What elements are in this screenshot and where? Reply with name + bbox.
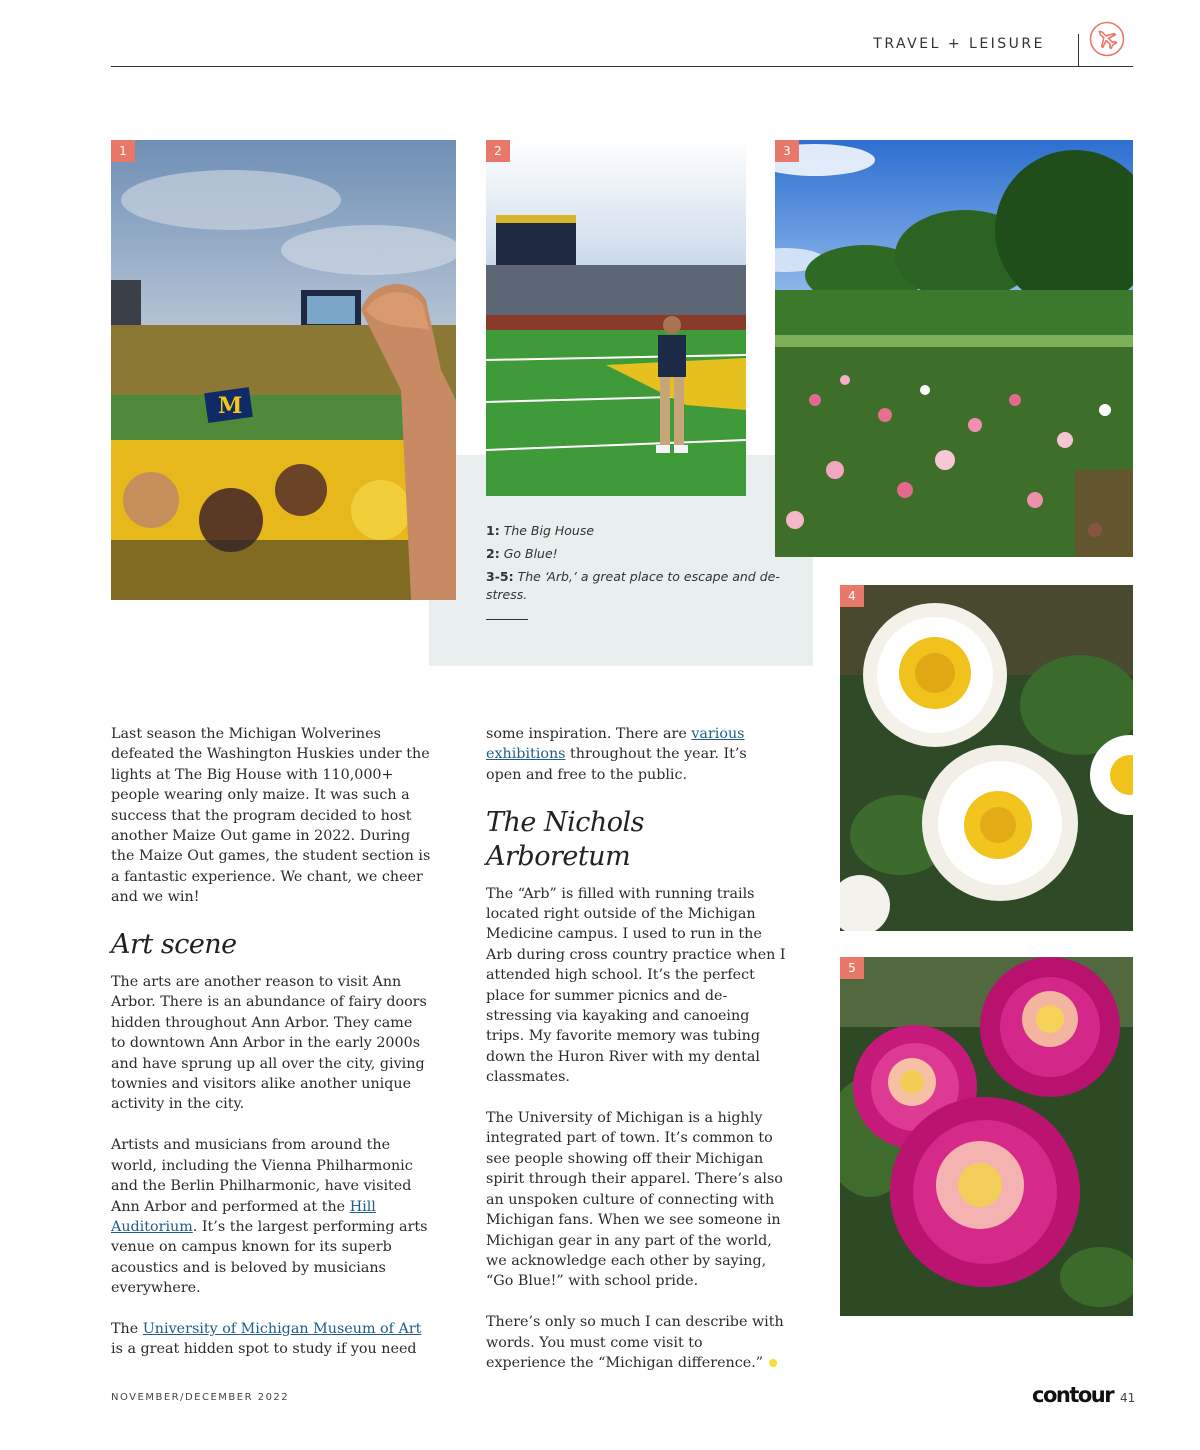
airplane-icon bbox=[1089, 21, 1125, 57]
caption-label: 2: bbox=[486, 546, 500, 561]
issue-date: NOVEMBER/DECEMBER 2022 bbox=[111, 1392, 290, 1403]
body-column-left bbox=[111, 724, 431, 1380]
heading-art-scene: Art scene bbox=[111, 929, 237, 961]
caption-text: The Big House bbox=[503, 523, 595, 538]
magazine-logo: contour bbox=[1032, 1383, 1114, 1407]
photo-number-badge: 2 bbox=[486, 140, 510, 162]
svg-text:M: M bbox=[218, 393, 243, 419]
caption-label: 3-5: bbox=[486, 569, 514, 584]
paragraph bbox=[111, 1135, 431, 1298]
paragraph: The University of Michigan is a highly integrated part of town. It’s common to see people showing off their Michigan spirit through their apparel. There’s also an unspoken culture of connecting with Michigan fans. When we see someone in Michigan gear in any part of the world, we acknowledge each other by saying, “Go Blue!” with school pride. bbox=[486, 1110, 783, 1290]
paragraph: The “Arb” is filled with running trails located right outside of the Michigan Medicine campus. I used to run in the Arb during cross country practice when I attended high school. It’s the perfect place for summer picnics and de-stressing via kayaking and canoeing trips. My favorite memory was tubing down the Huron River with my dental classmates. bbox=[486, 885, 786, 1086]
header-rule bbox=[111, 66, 1133, 67]
caption-rule bbox=[486, 619, 528, 620]
paragraph bbox=[486, 1312, 786, 1373]
caption-label: 1: bbox=[486, 523, 500, 538]
photo-white-peonies bbox=[840, 585, 1133, 931]
photo-captions bbox=[486, 522, 786, 609]
caption-text: The ‘Arb,’ a great place to escape and de-stress. bbox=[486, 569, 780, 602]
paragraph-text: The bbox=[111, 1320, 143, 1337]
photo-number-badge: 4 bbox=[840, 585, 864, 607]
photo-arboretum-garden bbox=[775, 140, 1133, 557]
paragraph-text: throughout the year. It’s open and free to the public. bbox=[486, 746, 747, 783]
paragraph-text: is a great hidden spot to study if you need bbox=[111, 1341, 417, 1358]
paragraph-text: Artists and musicians from around the world, including the Vienna Philharmonic and the Berlin Philharmonic, have visited Ann Arbor and performed at the bbox=[111, 1137, 413, 1215]
end-mark bbox=[769, 1359, 777, 1367]
page-number: 41 bbox=[1120, 1391, 1136, 1405]
photo-go-blue-field bbox=[486, 140, 746, 496]
caption-line bbox=[486, 545, 786, 563]
paragraph: The arts are another reason to visit Ann Arbor. There is an abundance of fairy doors hidden throughout Ann Arbor. They came to downtown Ann Arbor in the early 2000s and have sprung up all over the city, giving townies and visitors alike another unique activity in the city. bbox=[111, 974, 427, 1113]
various-exhibitions-link[interactable]: various exhibitions bbox=[486, 726, 745, 763]
photo-big-house-crowd bbox=[111, 140, 456, 600]
paragraph-text: There’s only so much I can describe with words. You must come visit to experience the “Michigan difference.” bbox=[486, 1314, 784, 1371]
caption-line bbox=[486, 568, 786, 604]
caption-text: Go Blue! bbox=[503, 546, 558, 561]
photo-number-badge: 5 bbox=[840, 957, 864, 979]
section-label: TRAVEL + LEISURE bbox=[873, 36, 1045, 52]
hill-auditorium-link[interactable]: Hill Auditorium bbox=[111, 1198, 376, 1235]
photo-pink-peonies bbox=[840, 957, 1133, 1316]
paragraph: Last season the Michigan Wolverines defeated the Washington Huskies under the lights at The Big House with 110,000+ people wearing only maize. It was such a success that the program decided to host another Maize Out game in 2022. During the Maize Out games, the student section is a fantastic experience. We chant, we cheer and we win! bbox=[111, 726, 431, 906]
paragraph bbox=[111, 1319, 431, 1360]
photo-number-badge: 3 bbox=[775, 140, 799, 162]
photo-number-badge: 1 bbox=[111, 140, 135, 162]
heading-nichols-arboretum: The Nichols Arboretum bbox=[486, 806, 644, 872]
header-divider bbox=[1078, 34, 1079, 67]
paragraph-text: some inspiration. There are bbox=[486, 726, 692, 742]
museum-of-art-link[interactable]: University of Michigan Museum of Art bbox=[142, 1320, 422, 1337]
paragraph-text: . It’s the largest performing arts venue on campus known for its superb acoustics and is beloved by musicians everywhere. bbox=[111, 1218, 428, 1297]
caption-line bbox=[486, 522, 786, 540]
paragraph bbox=[486, 724, 786, 785]
body-column-middle bbox=[486, 724, 786, 1394]
